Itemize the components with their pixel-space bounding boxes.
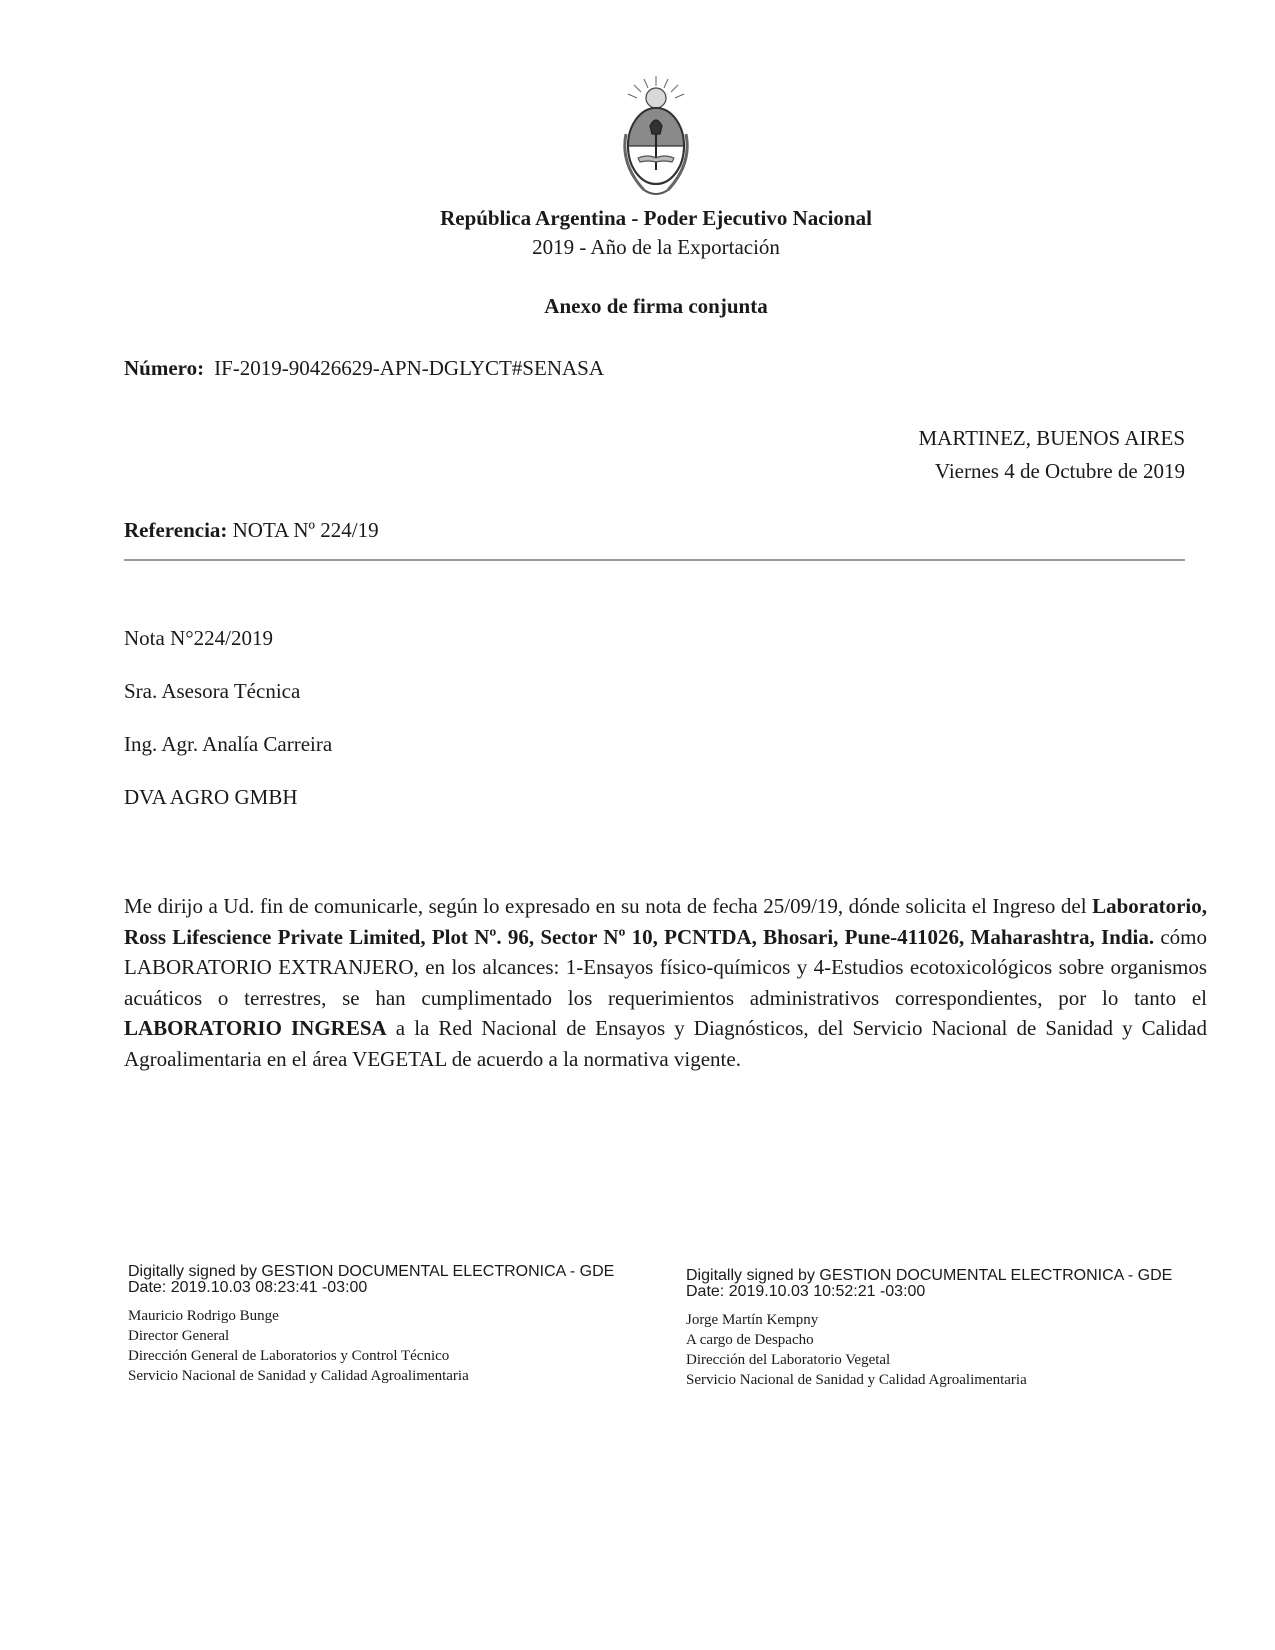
signature-2-role: A cargo de Despacho — [686, 1332, 814, 1348]
body-text-2: cómo LABORATORIO EXTRANJERO, en los alcances: 1-Ensayos físico-químicos y 4-Estudios ecotoxicológicos sobre organismos acuáticos o terrestres, se han cumplimentado los requerimientos administrativos correspondientes, por lo tanto el — [124, 924, 1207, 1010]
reference-value: NOTA Nº 224/19 — [232, 518, 379, 542]
addressee-line-1: Sra. Asesora Técnica — [124, 679, 301, 703]
document-number — [124, 356, 604, 381]
body-text-1: Me dirijo a Ud. fin de comunicarle, según lo expresado en su nota de fecha 25/09/19, dónde solicita el Ingreso del — [124, 894, 1093, 918]
place-and-date — [919, 422, 1186, 488]
divider — [124, 559, 1185, 561]
signature-2-department: Dirección del Laboratorio Vegetal — [686, 1352, 891, 1368]
signature-1-department: Dirección General de Laboratorios y Control Técnico — [128, 1348, 450, 1364]
signature-2-organization: Servicio Nacional de Sanidad y Calidad Agroalimentaria — [686, 1372, 1027, 1388]
reference — [124, 518, 379, 543]
number-value: IF-2019-90426629-APN-DGLYCT#SENASA — [214, 356, 604, 380]
signature-1-name: Mauricio Rodrigo Bunge — [128, 1308, 279, 1324]
note-number: Nota N°224/2019 — [124, 626, 273, 650]
signature-1-date: Date: 2019.10.03 08:23:41 -03:00 — [128, 1279, 368, 1296]
signature-2-signed-by: Digitally signed by GESTION DOCUMENTAL ELECTRONICA - GDE — [686, 1267, 1173, 1284]
signature-block-2 — [686, 1268, 1172, 1390]
laboratory-status: LABORATORIO INGRESA — [124, 1016, 387, 1040]
body-paragraph — [124, 891, 1207, 1074]
number-label: Número: — [124, 356, 205, 380]
body-text-3: a la Red Nacional de Ensayos y Diagnósticos, del Servicio Nacional de Sanidad y Calidad Agroalimentaria en el área VEGETAL de acuerdo a la normativa vigente. — [124, 1016, 1207, 1071]
national-coat-of-arms-icon — [614, 74, 698, 202]
signature-block-1 — [128, 1264, 614, 1386]
date: Viernes 4 de Octubre de 2019 — [934, 459, 1185, 483]
laboratory-name: Laboratorio, Ross Lifescience Private Limited, Plot Nº. 96, Sector Nº 10, PCNTDA, Bhosari, Pune-411026, Maharashtra, India. — [124, 894, 1207, 949]
signature-2-date: Date: 2019.10.03 10:52:21 -03:00 — [686, 1283, 926, 1300]
header-year-motto: 2019 - Año de la Exportación — [532, 235, 780, 259]
reference-label: Referencia: — [124, 518, 228, 542]
header-title: República Argentina - Poder Ejecutivo Nacional — [440, 206, 872, 230]
addressee-line-2: Ing. Agr. Analía Carreira — [124, 732, 333, 756]
signature-1-role: Director General — [128, 1328, 230, 1344]
addressee-line-3: DVA AGRO GMBH — [124, 785, 298, 809]
place: MARTINEZ, BUENOS AIRES — [918, 426, 1185, 450]
signature-1-organization: Servicio Nacional de Sanidad y Calidad Agroalimentaria — [128, 1368, 469, 1384]
document-title: Anexo de firma conjunta — [544, 294, 768, 318]
signature-2-name: Jorge Martín Kempny — [686, 1312, 819, 1328]
signature-1-signed-by: Digitally signed by GESTION DOCUMENTAL ELECTRONICA - GDE — [128, 1263, 615, 1280]
